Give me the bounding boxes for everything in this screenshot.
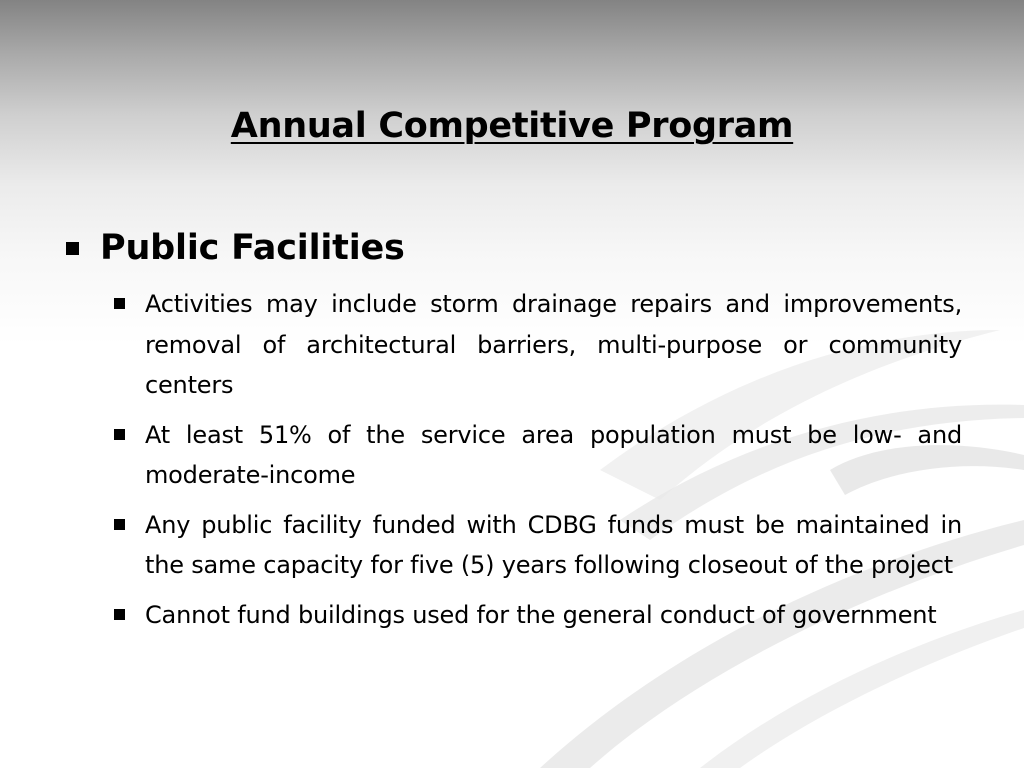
square-bullet-icon <box>114 519 125 530</box>
list-item-text: At least 51% of the service area population must be low- and moderate-income <box>145 420 962 489</box>
bullet-list <box>114 284 962 644</box>
square-bullet-icon <box>114 429 125 440</box>
list-item <box>114 595 962 636</box>
square-bullet-icon <box>114 298 125 309</box>
topic-section <box>64 222 964 274</box>
list-item-text: Any public facility funded with CDBG funds must be maintained in the same capacity for five (5) years following closeout of the project <box>145 510 962 579</box>
list-item <box>114 284 962 406</box>
list-item <box>114 505 962 586</box>
topic-heading: Public Facilities <box>100 228 405 268</box>
list-item-text: Cannot fund buildings used for the general conduct of government <box>145 600 937 629</box>
list-item <box>114 415 962 496</box>
square-bullet-icon <box>66 242 79 255</box>
list-item-text: Activities may include storm drainage repairs and improvements, removal of architectural barriers, multi-purpose or community centers <box>145 290 962 399</box>
slide-title: Annual Competitive Program <box>230 106 794 146</box>
square-bullet-icon <box>114 609 125 620</box>
topic-heading-row <box>64 222 964 274</box>
